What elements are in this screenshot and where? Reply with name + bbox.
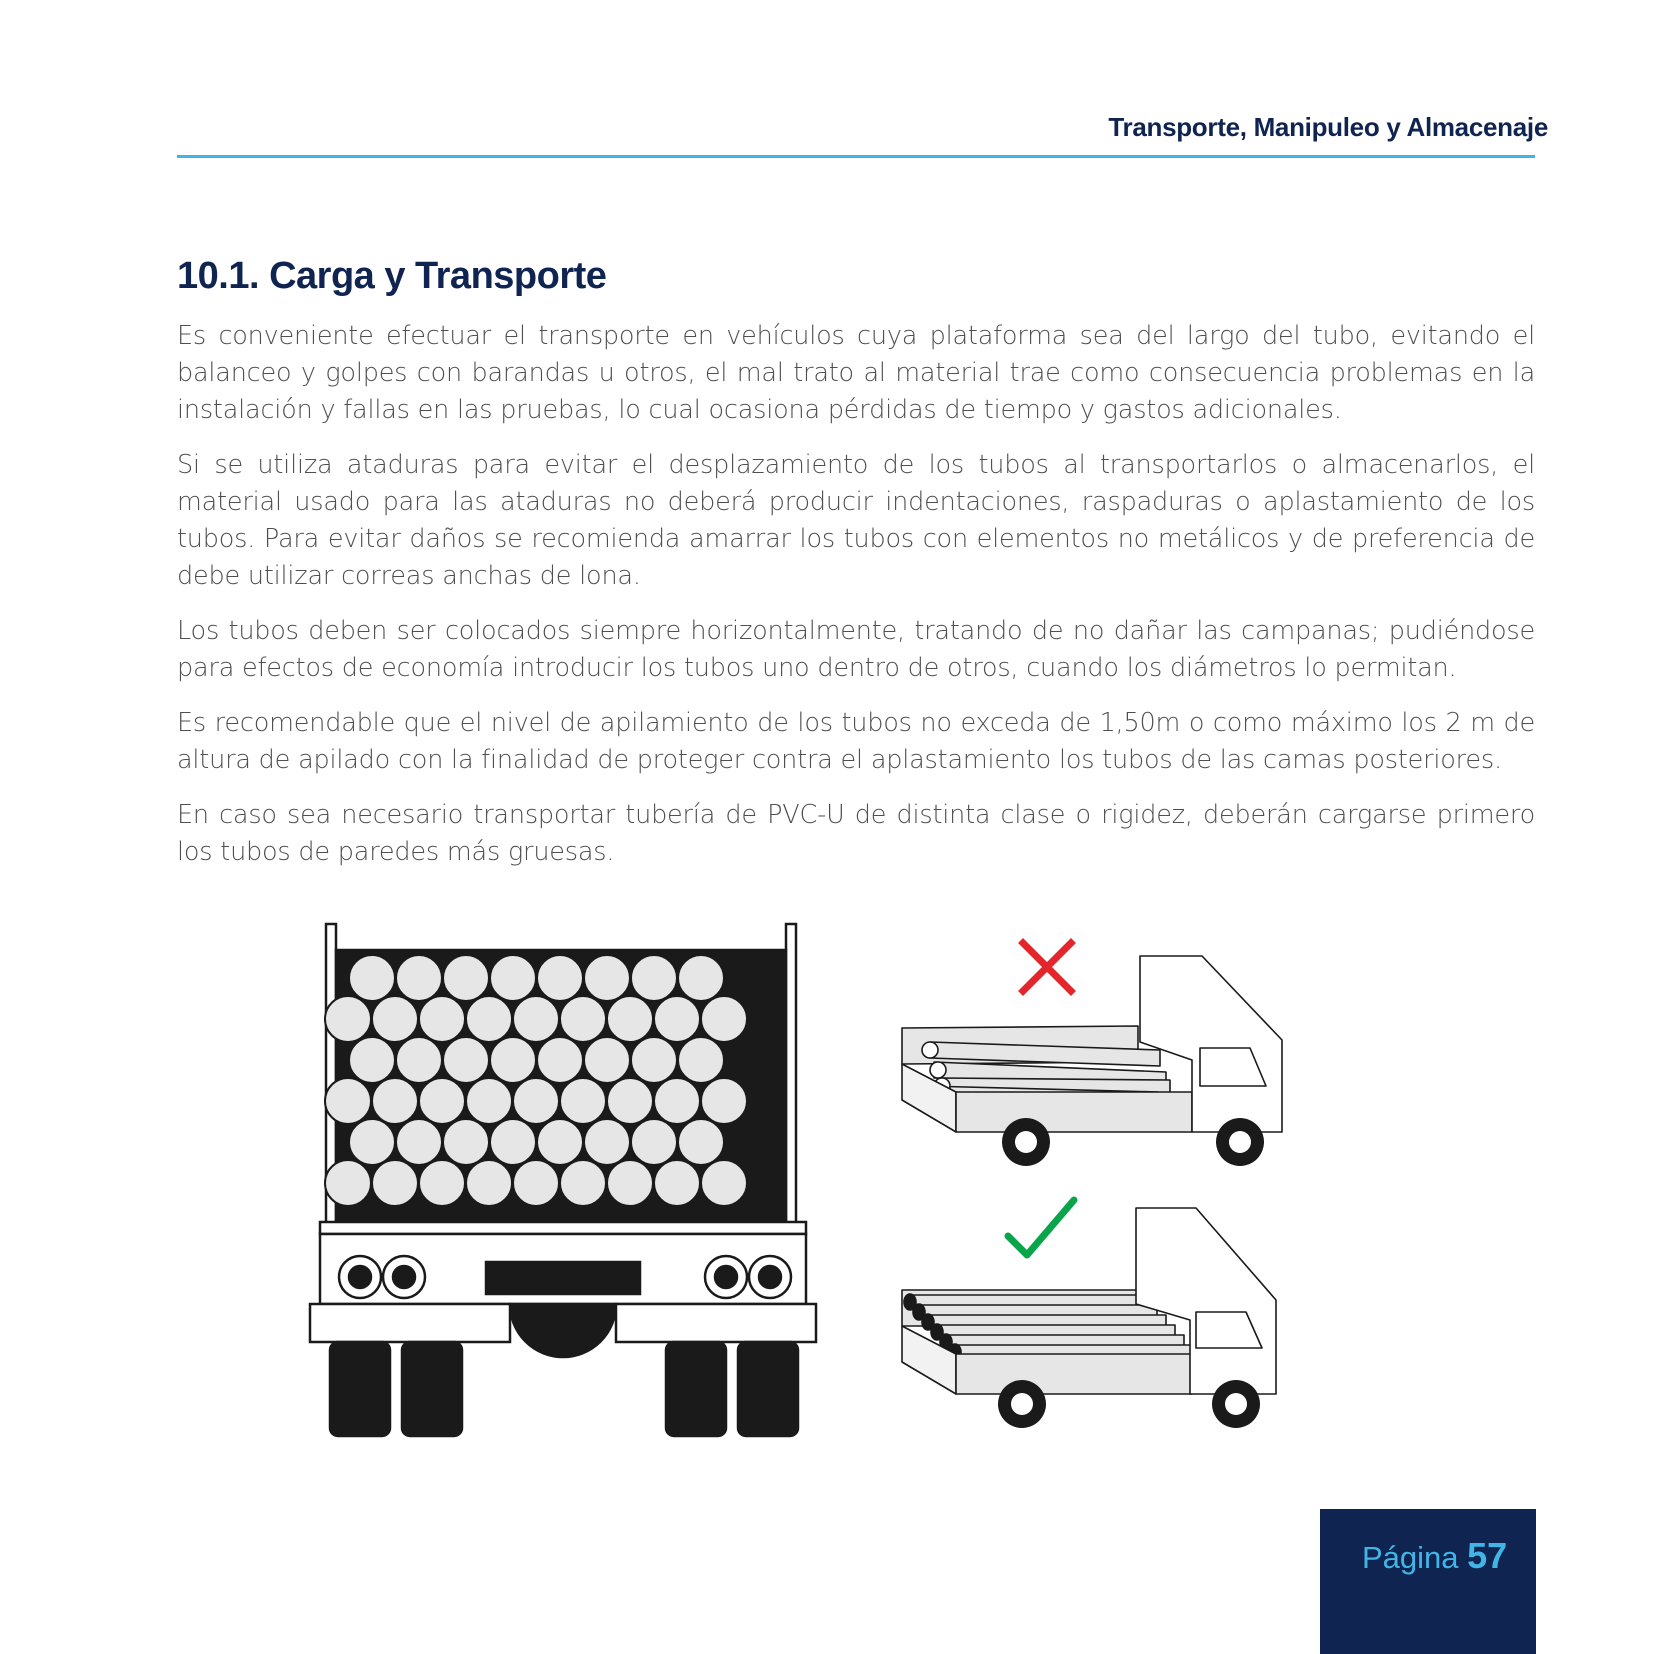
truck-side-correct — [902, 1208, 1276, 1428]
pipe-end — [466, 1078, 512, 1124]
paragraph-5: En caso sea necesario transportar tubería de PVC-U de distinta clase o rigidez, deberán cargarse primero los tubos de paredes más gruesas. — [177, 800, 1535, 867]
pipe-end — [372, 1078, 418, 1124]
pipe-end — [701, 1078, 747, 1124]
pipe-end — [631, 1037, 677, 1083]
pipe-end — [325, 1078, 371, 1124]
pipe-end — [678, 1037, 724, 1083]
header-divider — [177, 155, 1535, 158]
pipe-end — [560, 1160, 606, 1206]
rear-tire — [330, 1342, 390, 1436]
pipe-end — [537, 1119, 583, 1165]
paragraph-1: Es conveniente efectuar el transporte en vehículos cuya plataforma sea del largo del tubo, evitando el balanceo y golpes con barandas u otros, el mal trato al material trae como consecuencia problemas en la instalación y fallas en las pruebas, lo cual ocasiona pérdidas de tiempo y gastos adicionales. — [177, 321, 1535, 425]
section-body — [177, 318, 1535, 889]
pipe-end — [631, 1119, 677, 1165]
pipe-end — [584, 1037, 630, 1083]
pipe-end — [678, 1119, 724, 1165]
rear-tire — [402, 1342, 462, 1436]
paragraph-3: Los tubos deben ser colocados siempre horizontalmente, tratando de no dañar las campanas; pudiéndose para efectos de economía introducir los tubos uno dentro de otros, cuando los diámetros lo permitan. — [177, 616, 1535, 683]
pipe-end — [490, 955, 536, 1001]
page-number: 57 — [1467, 1535, 1508, 1576]
truck-rear-view — [310, 924, 816, 1436]
pipe-end — [325, 1160, 371, 1206]
pipe-end — [584, 955, 630, 1001]
pipe-end — [607, 1160, 653, 1206]
pipe-end — [678, 955, 724, 1001]
license-plate — [486, 1262, 640, 1294]
pipe-end — [396, 1119, 442, 1165]
right-stake — [786, 924, 796, 1224]
header-section-title: Transporte, Manipuleo y Almacenaje — [1108, 112, 1548, 142]
truck-bed-front — [956, 1354, 1192, 1394]
green-check-icon — [1008, 1200, 1074, 1255]
pipe-end — [654, 1078, 700, 1124]
pipe-end — [654, 1160, 700, 1206]
pipe-end — [513, 1078, 559, 1124]
pipe-end — [631, 955, 677, 1001]
pipe-end — [607, 1078, 653, 1124]
pipe-end — [560, 1078, 606, 1124]
truck-side-incorrect — [902, 956, 1282, 1166]
pipe-end — [349, 955, 395, 1001]
pipe-end — [466, 1160, 512, 1206]
illustration-svg — [290, 910, 1310, 1450]
pipe-end — [396, 1037, 442, 1083]
section-title: 10.1. Carga y Transporte — [177, 255, 607, 297]
pipe-end — [419, 996, 465, 1042]
pipe-end — [466, 996, 512, 1042]
pipe-end — [419, 1160, 465, 1206]
incorrect-loading-mark — [1023, 943, 1071, 991]
pipe-end — [560, 996, 606, 1042]
pipe-end — [513, 996, 559, 1042]
pipe-end — [701, 996, 747, 1042]
differential — [510, 1304, 616, 1357]
pipe-end — [325, 996, 371, 1042]
right-bumper — [616, 1304, 816, 1342]
page-label: Página — [1362, 1540, 1459, 1575]
paragraph-2: Si se utiliza ataduras para evitar el desplazamiento de los tubos al transportarlos o almacenarlos, el material usado para las ataduras no deberá producir indentaciones, raspaduras o aplastamiento de los tubos. Para evitar daños se recomienda amarrar los tubos con elementos no metálicos y de preferencia de debe utilizar correas anchas de lona. — [177, 450, 1535, 591]
pipe-end — [443, 955, 489, 1001]
pipe-end — [513, 1160, 559, 1206]
page-indicator — [1362, 1535, 1507, 1577]
pipe-end — [443, 1119, 489, 1165]
left-bumper — [310, 1304, 510, 1342]
truck-deck — [320, 1222, 806, 1234]
pipe-end — [443, 1037, 489, 1083]
pipe-end — [654, 996, 700, 1042]
pipe-end — [490, 1119, 536, 1165]
pipe-end — [349, 1119, 395, 1165]
page-number-box — [1320, 1509, 1536, 1654]
pipe-end — [584, 1119, 630, 1165]
truck-bed-front — [956, 1092, 1192, 1132]
pipe-end — [419, 1078, 465, 1124]
pipe-end — [537, 1037, 583, 1083]
pipe-end — [607, 996, 653, 1042]
pipe-end — [701, 1160, 747, 1206]
pipe-end — [372, 1160, 418, 1206]
pipe-end — [490, 1037, 536, 1083]
rear-tire — [738, 1342, 798, 1436]
transport-illustration — [290, 910, 1310, 1450]
pipe-end — [396, 955, 442, 1001]
rear-tire — [666, 1342, 726, 1436]
pipe-end — [349, 1037, 395, 1083]
paragraph-4: Es recomendable que el nivel de apilamiento de los tubos no exceda de 1,50m o como máximo los 2 m de altura de apilado con la finalidad de proteger contra el aplastamiento los tubos de las camas posteriores. — [177, 708, 1535, 775]
correct-loading-mark — [1008, 1200, 1074, 1255]
pipe-end — [372, 996, 418, 1042]
pipe-end — [537, 955, 583, 1001]
